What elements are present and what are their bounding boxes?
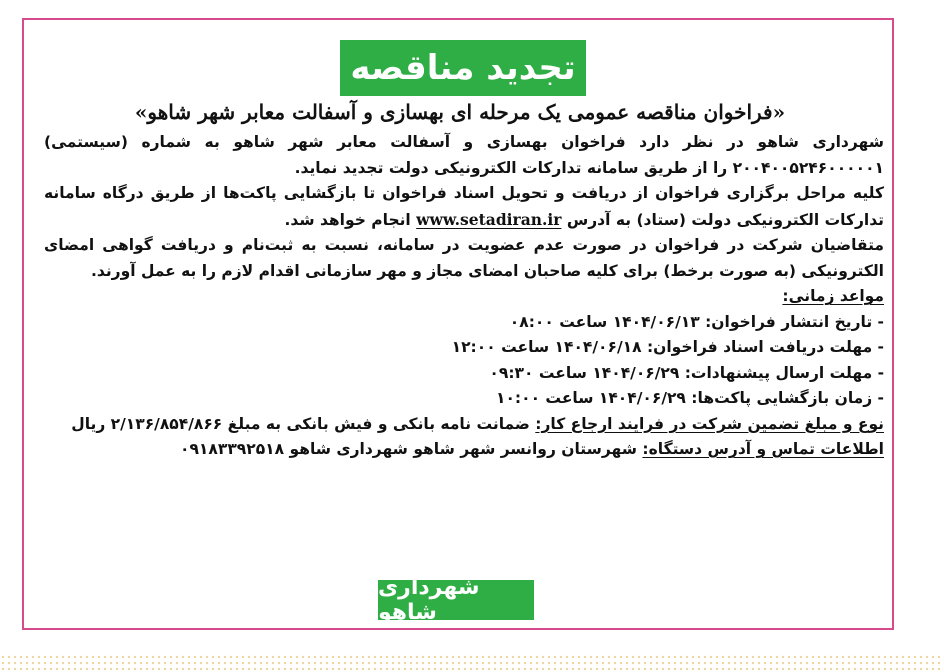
paragraph-process bbox=[44, 181, 884, 233]
decorative-dotted-strip bbox=[0, 654, 944, 672]
contact-line bbox=[44, 437, 884, 463]
signature-badge: شهرداری شاهو bbox=[378, 580, 534, 620]
guarantee-value: ضمانت نامه بانکی و فیش بانکی به مبلغ ۲/۱۳۶/۸۵۴/۸۶۶ ریال bbox=[71, 414, 530, 433]
deadline-item-documents: - مهلت دریافت اسناد فراخوان: ۱۴۰۴/۰۶/۱۸ ساعت ۱۲:۰۰ bbox=[451, 338, 884, 356]
guarantee-label: نوع و مبلغ تضمین شرکت در فرایند ارجاع کار: bbox=[535, 414, 884, 433]
paragraph-registration: متقاضیان شرکت در فراخوان در صورت عدم عضویت در سامانه، نسبت به ثبت‌نام و دریافت گواهی امضای الکترونیکی (به صورت برخط) برای کلیه صاحبان امضای مجاز و مهر سازمانی اقدام لازم را به عمل آورند. bbox=[44, 236, 884, 280]
notice-title: تجدید مناقصه bbox=[340, 40, 586, 96]
deadline-item-opening: - زمان بازگشایی پاکت‌ها: ۱۴۰۴/۰۶/۲۹ ساعت ۱۰:۰۰ bbox=[495, 389, 884, 407]
notice-body bbox=[44, 130, 884, 463]
deadline-item-publish: - تاریخ انتشار فراخوان: ۱۴۰۴/۰۶/۱۳ ساعت ۰۸:۰۰ bbox=[509, 312, 884, 331]
process-text-end: انجام خواهد شد. bbox=[284, 210, 411, 229]
notice-subtitle: «فراخوان مناقصه عمومی یک مرحله ای بهسازی و آسفالت معابر شهر شاهو» bbox=[134, 100, 786, 124]
deadlines-heading: مواعد زمانی: bbox=[782, 287, 884, 305]
contact-value: شهرستان روانسر شهر شاهو شهرداری شاهو ۰۹۱۸۳۳۹۲۵۱۸ bbox=[180, 440, 637, 458]
contact-label: اطلاعات تماس و آدرس دستگاه: bbox=[642, 440, 884, 458]
process-text: کلیه مراحل برگزاری فراخوان از دریافت و تحویل اسناد فراخوان تا بازگشایی پاکت‌ها از طریق درگاه سامانه تدارکات الکترونیکی دولت (ستاد) به آدرس bbox=[44, 184, 884, 229]
setad-url-link[interactable]: www.setadiran.ir bbox=[416, 209, 562, 229]
guarantee-line bbox=[44, 412, 884, 438]
paragraph-intro: شهرداری شاهو در نظر دارد فراخوان بهسازی و آسفالت معابر شهر شاهو به شماره (سیستمی) ۲۰۰۴۰۰۵۲۴۶۰۰۰۰۰۱ را از طریق سامانه تدارکات الکترونیکی دولت تجدید نماید. bbox=[44, 133, 884, 177]
deadline-item-proposals: - مهلت ارسال پیشنهادات: ۱۴۰۴/۰۶/۲۹ ساعت ۰۹:۳۰ bbox=[489, 363, 884, 382]
